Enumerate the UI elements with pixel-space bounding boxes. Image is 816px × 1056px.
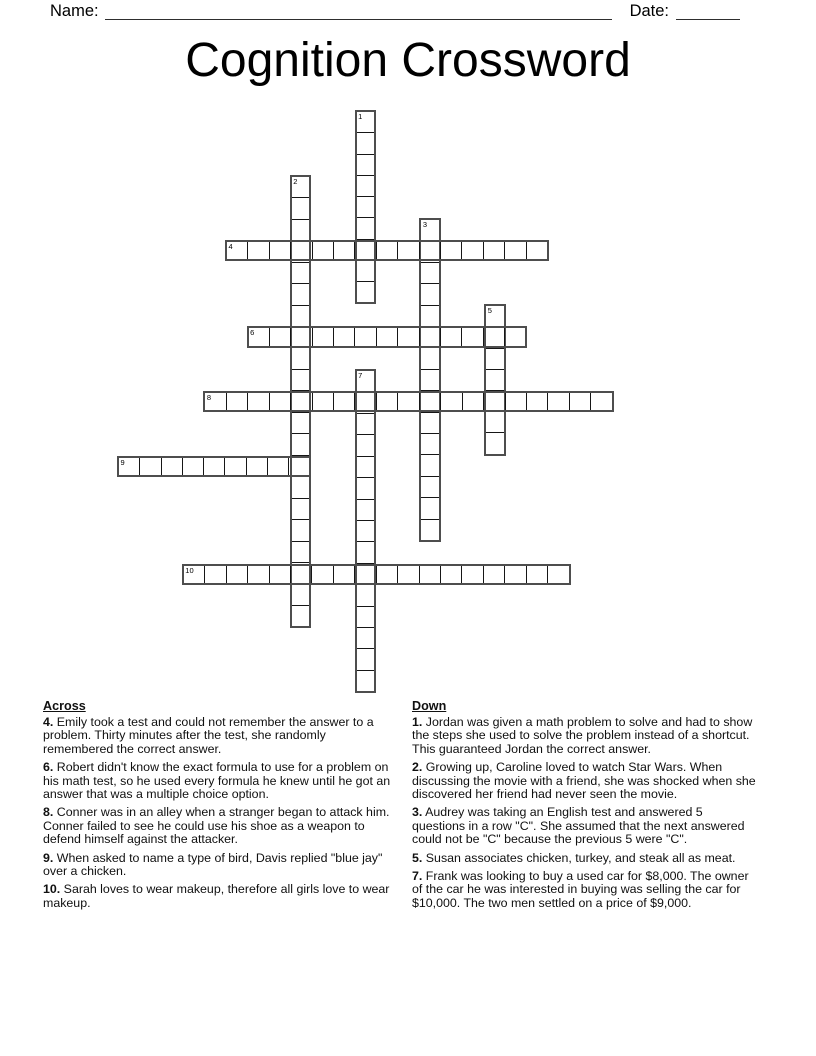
grid-cell	[292, 197, 310, 218]
cell-number: 7	[358, 371, 363, 381]
grid-cell	[292, 177, 310, 197]
grid-cell	[333, 242, 354, 260]
grid-cell	[357, 520, 375, 541]
grid-cell	[312, 242, 333, 260]
grid-cell	[226, 566, 247, 584]
grid-cell	[357, 413, 375, 434]
grid-cell	[505, 393, 526, 411]
grid-cell	[354, 566, 375, 584]
clues-section	[43, 700, 759, 915]
clue-item: 10. Sarah loves to wear makeup, therefore all girls love to wear makeup.	[43, 882, 390, 910]
word-3-down	[419, 218, 441, 542]
grid-cell	[269, 393, 290, 411]
grid-cell	[182, 458, 203, 476]
word-4-across	[225, 240, 549, 262]
grid-cell	[357, 371, 375, 391]
grid-cell	[483, 393, 504, 411]
page-title: Cognition Crossword	[185, 34, 631, 87]
grid-cell	[288, 458, 309, 476]
cell-number: 2	[293, 176, 298, 186]
grid-cell	[419, 566, 440, 584]
cell-number: 9	[120, 457, 125, 467]
grid-cell	[357, 217, 375, 238]
grid-cell	[269, 242, 290, 260]
grid-cell	[312, 328, 333, 346]
grid-cell	[357, 627, 375, 648]
grid-cell	[461, 242, 482, 260]
grid-cell	[421, 497, 439, 518]
clue-item: 7. Frank was looking to buy a used car for $8,000. The owner of the car he was interested in buying was selling the car for $10,000. The two men settled on a price of $9,000.	[412, 869, 749, 910]
grid-cell	[357, 541, 375, 562]
grid-cell	[292, 262, 310, 283]
grid-cell	[440, 328, 461, 346]
grid-cell	[333, 328, 354, 346]
grid-cell	[357, 477, 375, 498]
grid-cell	[247, 566, 268, 584]
grid-cell	[292, 498, 310, 519]
grid-cell	[357, 196, 375, 217]
grid-cell	[290, 566, 311, 584]
cell-number: 10	[185, 565, 194, 575]
word-6-across	[247, 326, 528, 348]
clue-number: 9.	[43, 850, 54, 865]
across-heading: Across	[43, 699, 86, 713]
cell-number: 4	[228, 241, 233, 251]
word-1-down	[355, 110, 377, 304]
grid-cell	[486, 369, 504, 390]
grid-cell	[354, 242, 375, 260]
grid-cell	[247, 242, 268, 260]
grid-cell	[292, 519, 310, 540]
grid-cell	[292, 283, 310, 304]
grid-cell	[421, 412, 439, 433]
grid-cell	[292, 305, 310, 326]
clue-item: 8. Conner was in an alley when a stranger began to attack him. Conner failed to see he could use his shoe as a weapon to defend himself against the attacker.	[43, 805, 390, 846]
down-clue-list	[412, 716, 759, 910]
grid-cell	[421, 476, 439, 497]
grid-cell	[421, 454, 439, 475]
cell-number: 6	[250, 328, 255, 337]
clue-item: 9. When asked to name a type of bird, Davis replied "blue jay" over a chicken.	[43, 850, 383, 878]
down-heading: Down	[412, 699, 447, 713]
cell-number: 8	[206, 392, 212, 402]
grid-cell	[483, 566, 504, 584]
grid-cell	[526, 393, 547, 411]
grid-cell	[357, 670, 375, 691]
grid-cell	[247, 393, 268, 411]
grid-cell	[205, 393, 225, 411]
grid-cell	[292, 219, 310, 240]
grid-cell	[357, 584, 375, 605]
grid-cell	[357, 499, 375, 520]
grid-cell	[249, 328, 269, 346]
grid-cell	[312, 393, 333, 411]
grid-cell	[333, 393, 354, 411]
grid-cell	[357, 154, 375, 175]
clue-number: 6.	[43, 760, 54, 775]
grid-cell	[357, 648, 375, 669]
grid-cell	[333, 566, 354, 584]
clue-item: 5. Susan associates chicken, turkey, and steak all as meat.	[412, 850, 736, 865]
grid-cell	[483, 328, 504, 346]
grid-cell	[440, 242, 461, 260]
grid-cell	[292, 583, 310, 604]
grid-cell	[526, 566, 547, 584]
date-label: Date:	[629, 2, 669, 20]
word-8-across	[203, 391, 613, 413]
grid-cell	[267, 458, 288, 476]
grid-cell	[421, 433, 439, 454]
grid-cell	[397, 566, 418, 584]
grid-cell	[397, 393, 418, 411]
grid-cell	[290, 328, 311, 346]
grid-cell	[486, 306, 504, 326]
grid-cell	[269, 328, 290, 346]
grid-cell	[397, 328, 418, 346]
grid-cell	[486, 432, 504, 453]
grid-cell	[462, 393, 483, 411]
grid-cell	[504, 242, 525, 260]
grid-cell	[357, 281, 375, 302]
grid-cell	[504, 328, 525, 346]
grid-cell	[357, 456, 375, 477]
clue-item: 4. Emily took a test and could not remember the answer to a problem. Thirty minutes after the test, she randomly remembered the correct answer.	[43, 715, 374, 756]
grid-cell	[292, 605, 310, 626]
grid-cell	[569, 393, 590, 411]
grid-cell	[421, 220, 439, 240]
grid-cell	[292, 433, 310, 454]
grid-cell	[119, 458, 139, 476]
grid-cell	[486, 411, 504, 432]
grid-cell	[419, 393, 440, 411]
grid-cell	[357, 606, 375, 627]
clue-number: 5.	[412, 850, 423, 865]
grid-cell	[139, 458, 160, 476]
grid-cell	[226, 393, 247, 411]
grid-cell	[421, 262, 439, 283]
grid-cell	[486, 348, 504, 369]
grid-cell	[419, 328, 440, 346]
grid-cell	[397, 242, 418, 260]
grid-cell	[440, 566, 461, 584]
clue-item: 1. Jordan was given a math problem to solve and had to show the steps she used to solve the problem instead of a shortcut. This guaranteed Jordan the correct answer.	[412, 715, 753, 756]
grid-cell	[290, 393, 311, 411]
grid-cell	[290, 242, 311, 260]
clue-number: 7.	[412, 869, 423, 884]
name-label: Name:	[50, 2, 99, 20]
grid-cell	[292, 369, 310, 390]
grid-cell	[203, 458, 224, 476]
grid-cell	[461, 328, 482, 346]
grid-cell	[547, 393, 568, 411]
grid-cell	[161, 458, 182, 476]
grid-cell	[504, 566, 525, 584]
grid-cell	[227, 242, 247, 260]
across-clues-column	[43, 700, 399, 915]
grid-cell	[421, 305, 439, 326]
grid-cell	[357, 112, 375, 132]
grid-cell	[292, 347, 310, 368]
grid-cell	[440, 393, 461, 411]
down-clues-column	[412, 700, 759, 915]
grid-cell	[357, 132, 375, 153]
grid-cell	[376, 393, 397, 411]
grid-cell	[357, 260, 375, 281]
grid-cell	[292, 476, 310, 497]
grid-cell	[421, 519, 439, 540]
grid-cell	[311, 566, 332, 584]
grid-cell	[224, 458, 245, 476]
grid-cell	[376, 566, 397, 584]
grid-cell	[590, 393, 611, 411]
clue-number: 3.	[412, 805, 423, 820]
grid-cell	[357, 175, 375, 196]
grid-cell	[547, 566, 568, 584]
clue-number: 4.	[43, 715, 54, 730]
cell-number: 1	[358, 112, 363, 121]
grid-cell	[354, 328, 375, 346]
across-clue-list	[43, 716, 399, 910]
clue-number: 8.	[43, 805, 54, 820]
clue-number: 10.	[43, 882, 61, 897]
grid-cell	[376, 328, 397, 346]
cell-number: 3	[422, 220, 428, 229]
clue-item: 6. Robert didn't know the exact formula to use for a problem on his math test, so he used every formula he knew until he got an answer that was a multiple choice option.	[43, 760, 391, 801]
grid-cell	[421, 283, 439, 304]
grid-cell	[204, 566, 225, 584]
grid-cell	[461, 566, 482, 584]
grid-cell	[421, 347, 439, 368]
clue-number: 2.	[412, 760, 423, 775]
grid-cell	[419, 242, 440, 260]
clue-number: 1.	[412, 715, 423, 730]
grid-cell	[526, 242, 547, 260]
grid-cell	[421, 369, 439, 390]
word-9-across	[117, 456, 311, 478]
grid-cell	[292, 541, 310, 562]
clue-item: 2. Growing up, Caroline loved to watch Star Wars. When discussing the movie with a friend, she was shocked when she discovered her friend had never seen the movie.	[412, 760, 756, 801]
grid-cell	[483, 242, 504, 260]
grid-cell	[376, 242, 397, 260]
word-10-across	[182, 564, 571, 586]
grid-cell	[246, 458, 267, 476]
grid-cell	[292, 412, 310, 433]
grid-cell	[269, 566, 290, 584]
word-7-down	[355, 369, 377, 693]
cell-number: 5	[487, 306, 492, 316]
grid-cell	[357, 434, 375, 455]
clue-item: 3. Audrey was taking an English test and answered 5 questions in a row "C". She assumed that the next answered could not be "C" because the previous 5 were "C".	[412, 805, 745, 846]
grid-cell	[184, 566, 204, 584]
grid-cell	[354, 393, 375, 411]
